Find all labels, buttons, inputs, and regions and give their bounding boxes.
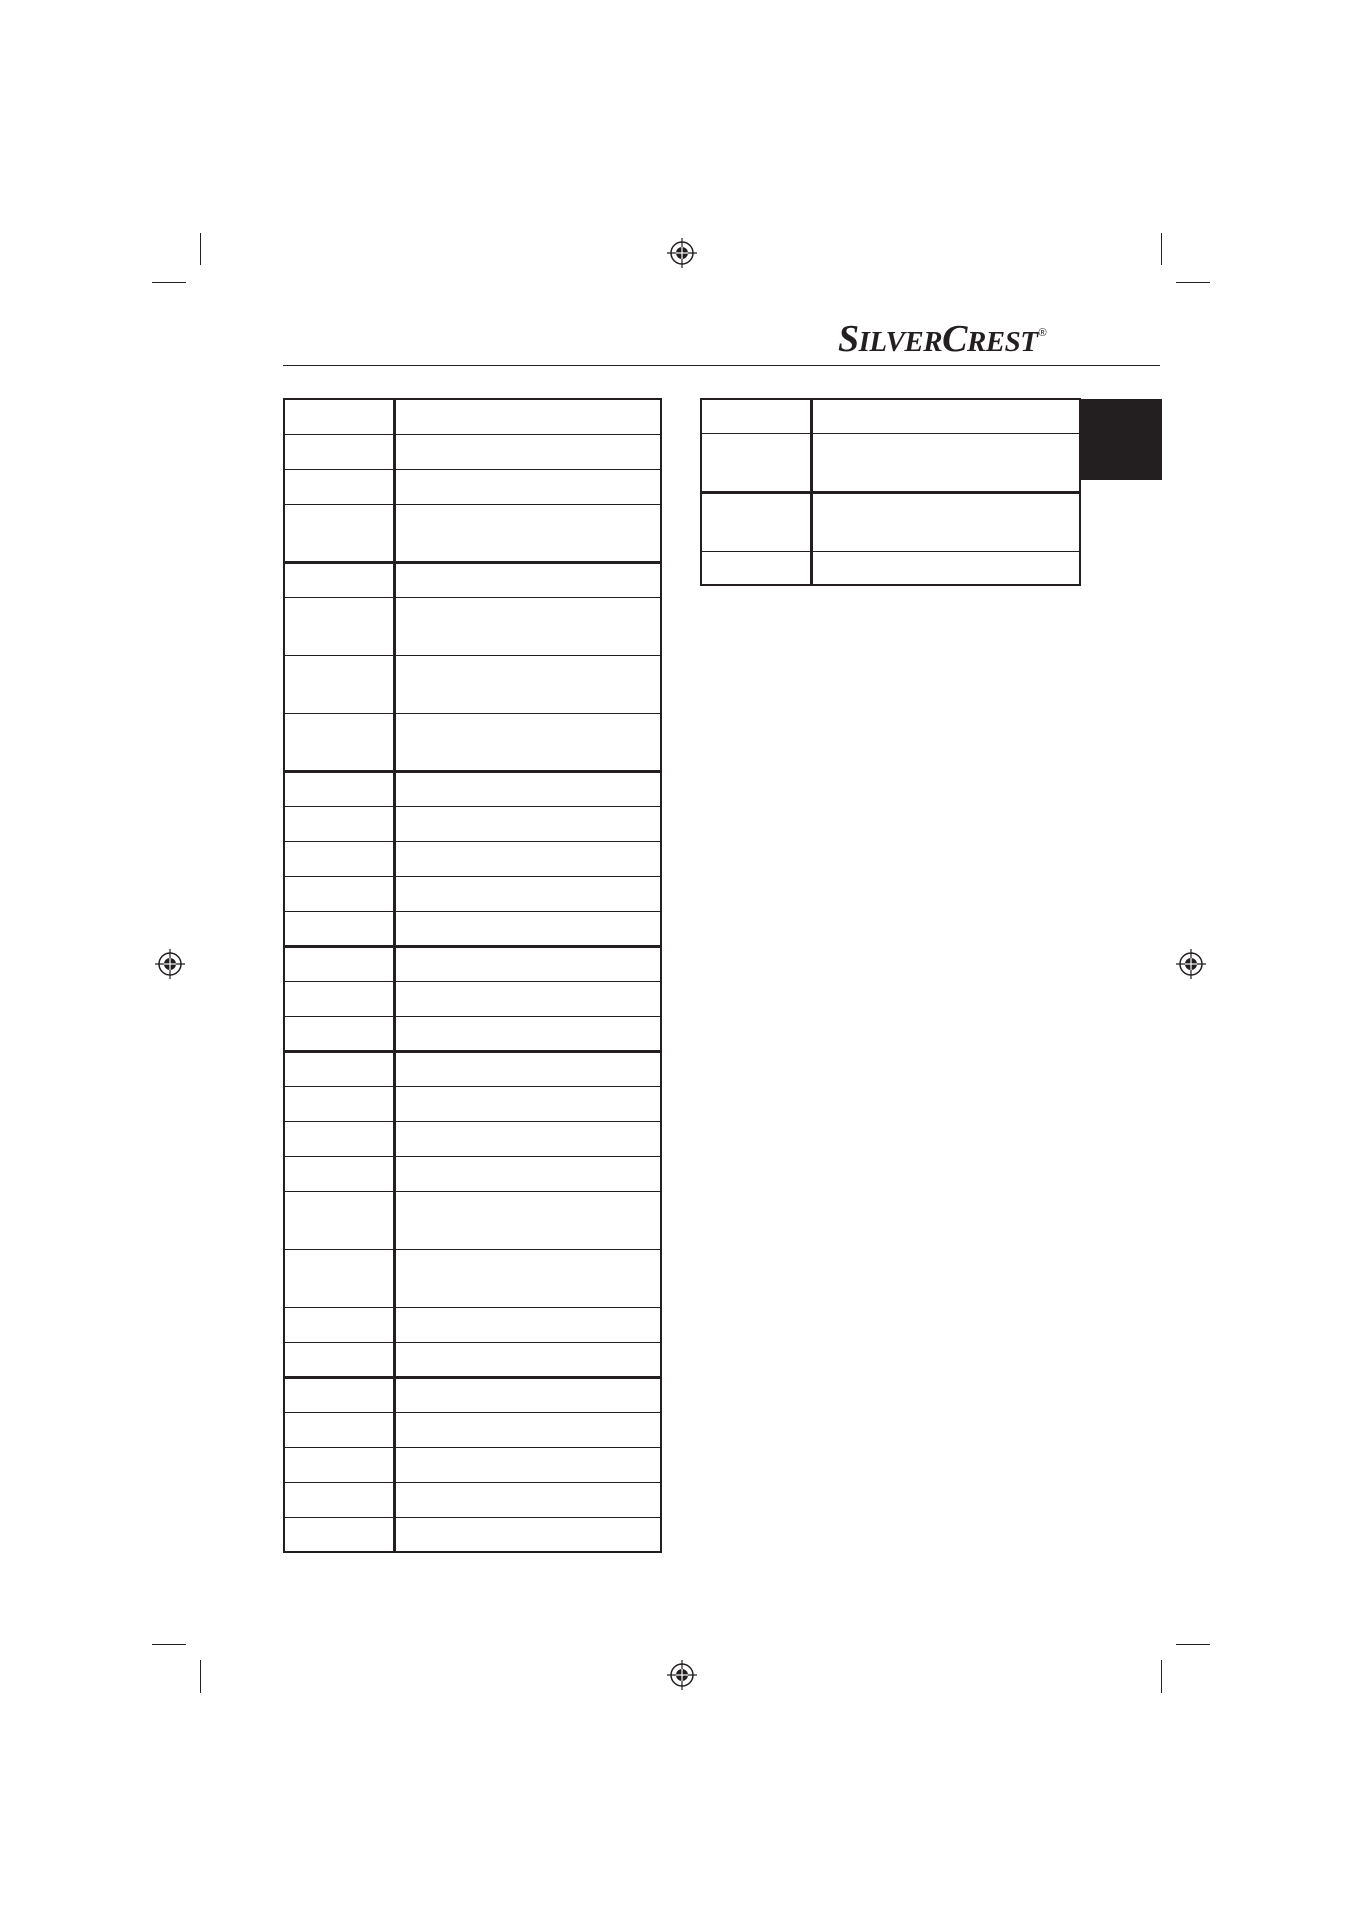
table-row — [284, 399, 661, 434]
table-row — [284, 841, 661, 876]
table-cell-value — [811, 492, 1080, 551]
table-cell-label — [284, 1016, 394, 1051]
table-cell-label — [284, 1482, 394, 1517]
table-cell-label — [284, 504, 394, 562]
table-cell-value — [394, 876, 661, 911]
table-cell-label — [284, 399, 394, 434]
crop-mark-bottom-right-vertical — [1161, 1660, 1162, 1693]
table-cell-value — [394, 399, 661, 434]
table-row — [284, 1156, 661, 1191]
table-row — [701, 492, 1080, 551]
table-cell-label — [701, 492, 811, 551]
table-cell-value — [394, 1342, 661, 1377]
table-row — [284, 1191, 661, 1249]
header-rule — [283, 365, 1160, 366]
table-row — [284, 771, 661, 806]
table-cell-value — [394, 1307, 661, 1342]
brand-letter-s: S — [838, 318, 859, 360]
table-cell-label — [284, 469, 394, 504]
table-cell-value — [394, 504, 661, 562]
table-cell-value — [394, 1412, 661, 1447]
registration-mark-left-icon — [155, 949, 185, 979]
brand-text-rest: REST — [966, 326, 1038, 358]
table-cell-label — [284, 597, 394, 655]
table-cell-label — [284, 434, 394, 469]
table-cell-value — [394, 1447, 661, 1482]
table-cell-value — [394, 1121, 661, 1156]
crop-mark-bottom-right-horizontal — [1176, 1644, 1210, 1645]
table-cell-value — [394, 713, 661, 771]
table-cell-label — [284, 841, 394, 876]
table-row — [284, 911, 661, 946]
table-row — [284, 1412, 661, 1447]
left-spec-table — [283, 398, 662, 1553]
table-cell-label — [284, 1517, 394, 1552]
table-cell-label — [284, 1412, 394, 1447]
table-row — [284, 1307, 661, 1342]
brand-text-ilver: ILVER — [858, 326, 943, 358]
table-cell-value — [394, 1377, 661, 1412]
table-cell-label — [284, 1249, 394, 1307]
table-cell-label — [701, 399, 811, 433]
table-row — [284, 1342, 661, 1377]
table-cell-label — [284, 1447, 394, 1482]
crop-mark-bottom-left-horizontal — [152, 1644, 186, 1645]
table-row — [284, 1517, 661, 1552]
table-cell-value — [394, 469, 661, 504]
table-row — [284, 562, 661, 597]
table-cell-label — [284, 946, 394, 981]
table-cell-label — [284, 876, 394, 911]
table-cell-value — [394, 1482, 661, 1517]
table-cell-label — [284, 562, 394, 597]
table-cell-label — [284, 1307, 394, 1342]
table-row — [701, 433, 1080, 492]
table-cell-label — [284, 981, 394, 1016]
table-cell-value — [394, 981, 661, 1016]
table-row — [284, 713, 661, 771]
table-cell-value — [811, 551, 1080, 585]
crop-mark-top-right-vertical — [1161, 233, 1162, 265]
table-cell-value — [394, 1191, 661, 1249]
table-cell-label — [284, 1121, 394, 1156]
table-cell-value — [394, 771, 661, 806]
table-row — [284, 1051, 661, 1086]
crop-mark-bottom-left-vertical — [200, 1660, 201, 1693]
table-row — [284, 655, 661, 713]
registered-trademark: ® — [1038, 327, 1047, 339]
table-cell-label — [701, 551, 811, 585]
table-cell-value — [394, 1016, 661, 1051]
table-row — [284, 1377, 661, 1412]
crop-mark-top-left-vertical — [200, 233, 201, 265]
table-cell-label — [284, 655, 394, 713]
table-row — [284, 434, 661, 469]
language-tab — [1080, 399, 1162, 480]
table-cell-label — [284, 713, 394, 771]
table-row — [284, 597, 661, 655]
table-row — [284, 504, 661, 562]
table-row — [284, 1482, 661, 1517]
table-cell-value — [811, 433, 1080, 492]
table-cell-label — [284, 1086, 394, 1121]
table-cell-value — [394, 1249, 661, 1307]
table-cell-value — [394, 434, 661, 469]
table-cell-value — [394, 806, 661, 841]
table-cell-value — [394, 1051, 661, 1086]
table-cell-label — [284, 1191, 394, 1249]
crop-mark-top-right-horizontal — [1176, 282, 1210, 283]
registration-mark-bottom-icon — [667, 1660, 697, 1690]
table-cell-label — [284, 911, 394, 946]
table-cell-value — [394, 1156, 661, 1191]
table-cell-value — [394, 597, 661, 655]
table-cell-label — [284, 771, 394, 806]
table-row — [284, 806, 661, 841]
table-cell-value — [811, 399, 1080, 433]
table-row — [284, 1086, 661, 1121]
table-cell-label — [284, 1156, 394, 1191]
right-spec-table — [700, 398, 1081, 586]
table-row — [284, 876, 661, 911]
table-row — [284, 1121, 661, 1156]
table-cell-label — [284, 1342, 394, 1377]
registration-mark-right-icon — [1176, 949, 1206, 979]
table-row — [701, 399, 1080, 433]
brand-letter-c: C — [942, 318, 967, 360]
table-cell-label — [284, 806, 394, 841]
registration-mark-top-icon — [667, 238, 697, 268]
crop-mark-top-left-horizontal — [152, 282, 186, 283]
table-row — [284, 1447, 661, 1482]
table-cell-label — [284, 1377, 394, 1412]
table-cell-label — [701, 433, 811, 492]
table-cell-label — [284, 1051, 394, 1086]
table-cell-value — [394, 655, 661, 713]
table-row — [284, 981, 661, 1016]
table-cell-value — [394, 1517, 661, 1552]
table-cell-value — [394, 1086, 661, 1121]
table-row — [284, 1249, 661, 1307]
table-row — [284, 946, 661, 981]
table-row — [701, 551, 1080, 585]
table-row — [284, 1016, 661, 1051]
table-cell-value — [394, 562, 661, 597]
table-cell-value — [394, 911, 661, 946]
table-cell-value — [394, 946, 661, 981]
table-row — [284, 469, 661, 504]
table-cell-value — [394, 841, 661, 876]
brand-logo — [838, 316, 1068, 362]
